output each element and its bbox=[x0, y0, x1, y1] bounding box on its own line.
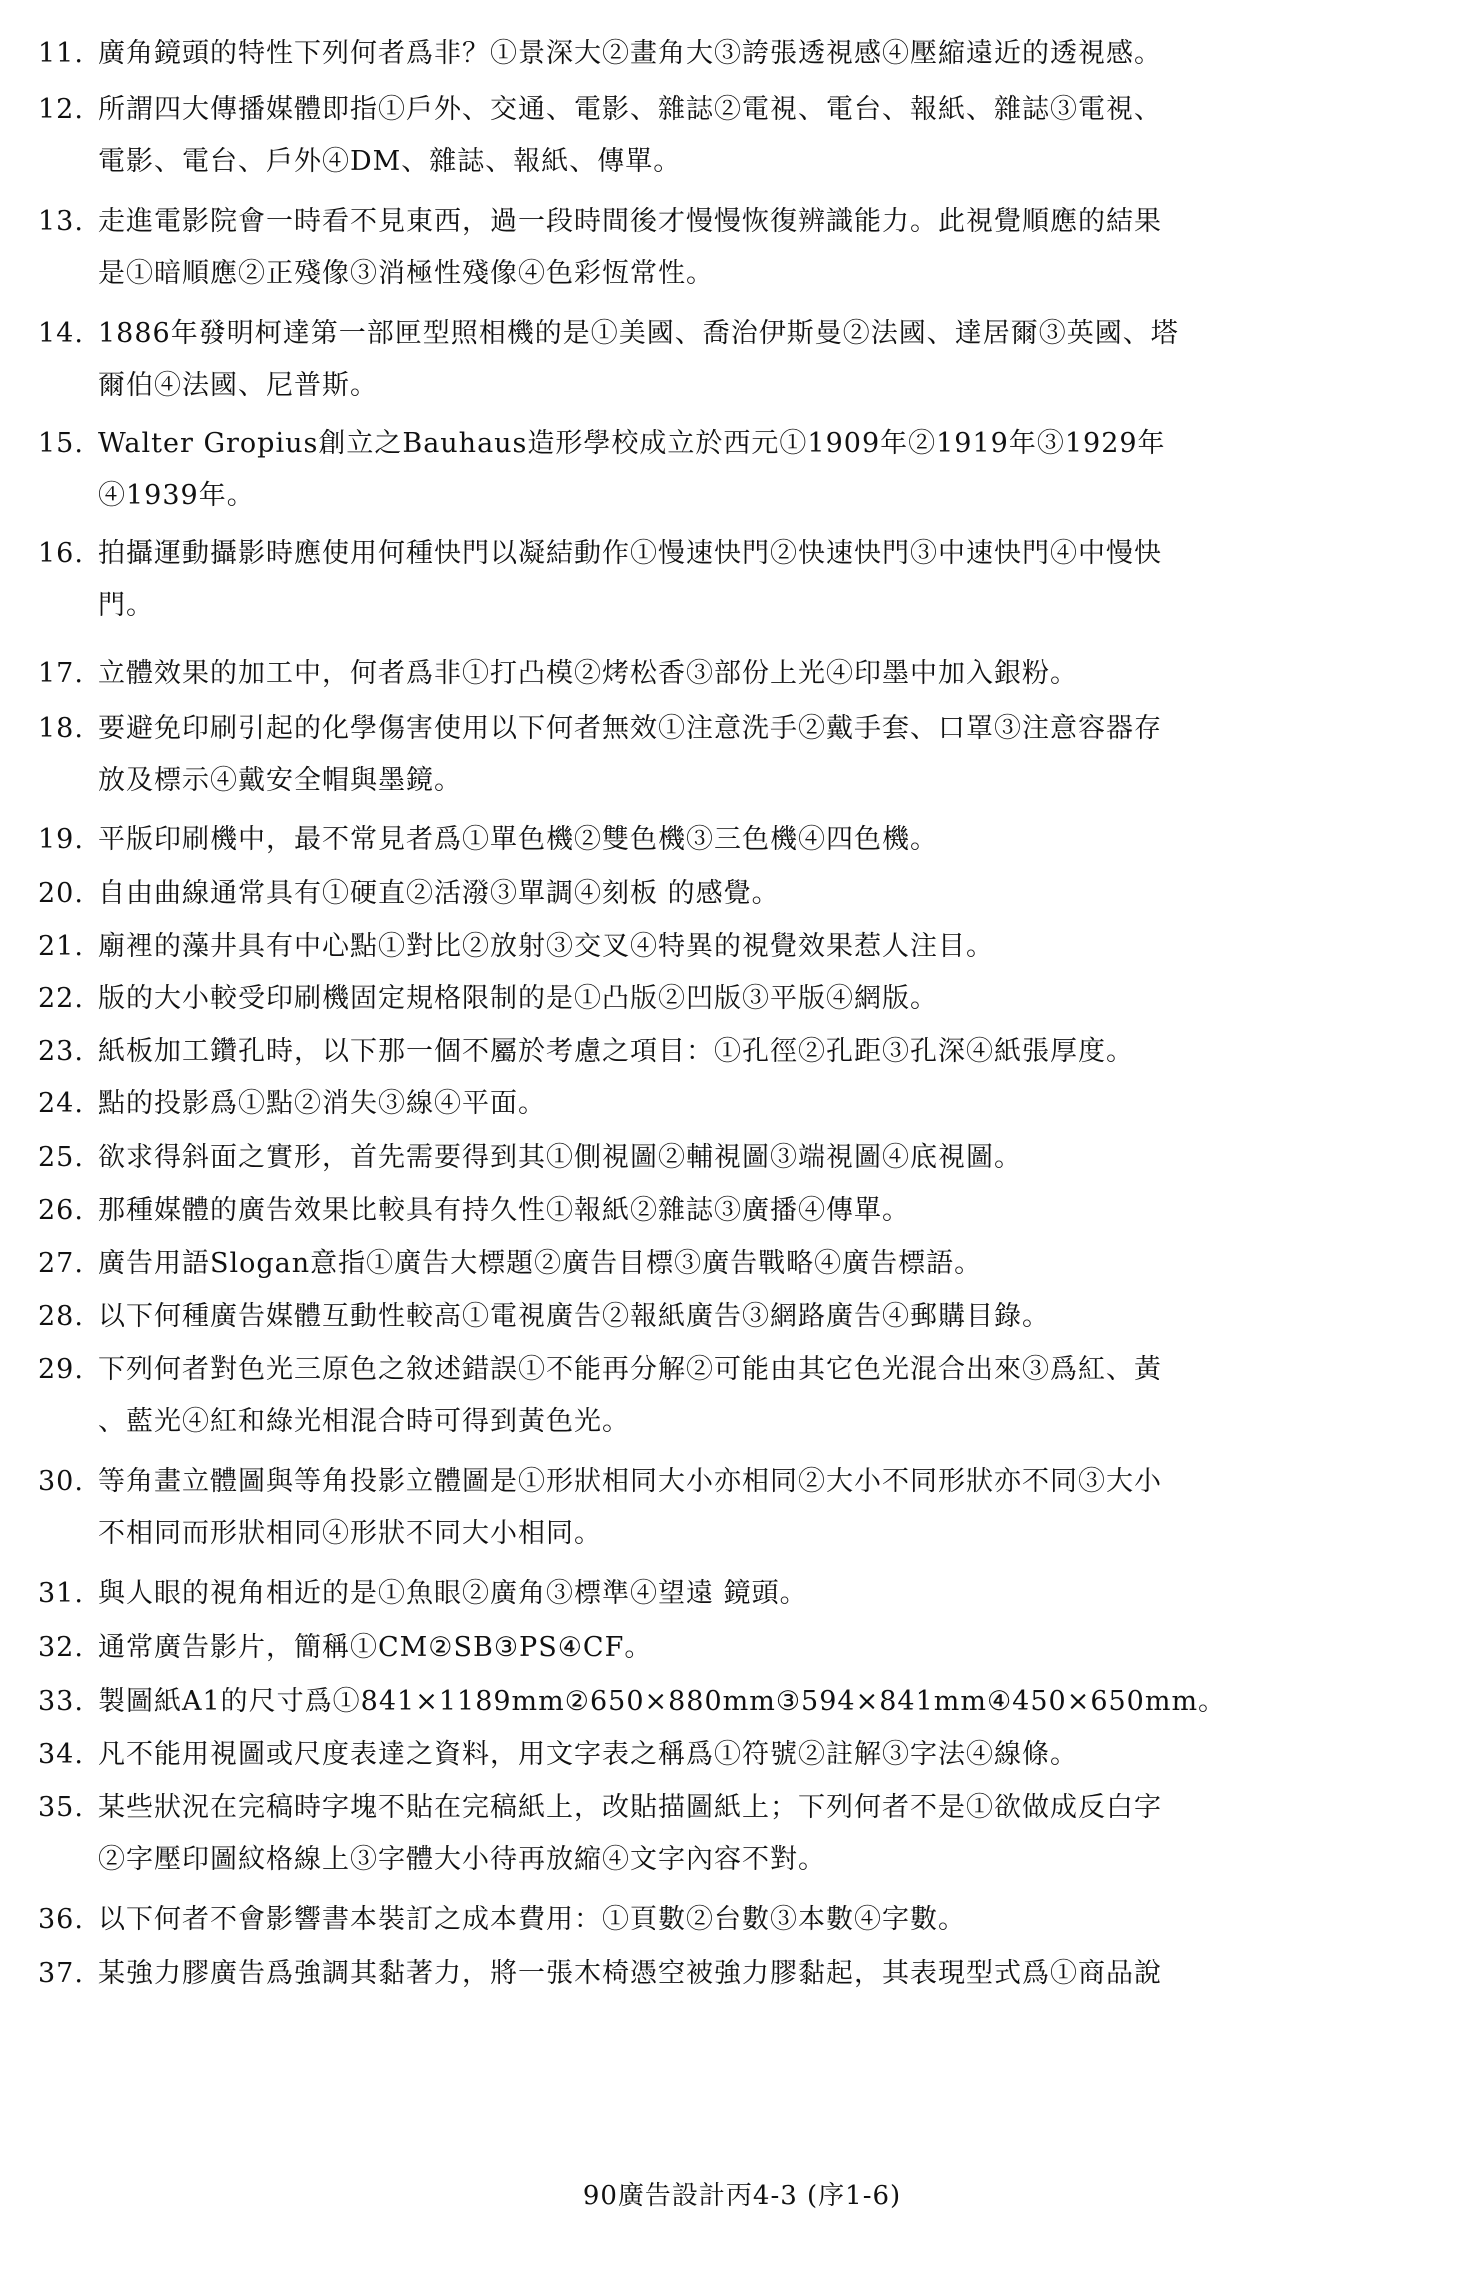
question-line bbox=[38, 260, 1438, 288]
question-line bbox=[38, 1906, 1438, 1934]
question-number: 29. bbox=[38, 1354, 84, 1385]
question-text: 凡不能用視圖或尺度表達之資料，用文字表之稱爲①符號②註解③字法④線條。 bbox=[98, 1739, 1078, 1770]
question-item bbox=[38, 933, 1438, 961]
question-line bbox=[38, 372, 1438, 400]
question-line bbox=[38, 1197, 1438, 1225]
question-number: 30. bbox=[38, 1466, 84, 1497]
question-line bbox=[38, 880, 1438, 908]
question-number: 13. bbox=[38, 206, 84, 237]
question-text: ④1939年。 bbox=[98, 480, 255, 511]
question-number: 26. bbox=[38, 1195, 84, 1226]
question-line bbox=[38, 430, 1438, 458]
question-text: 與人眼的視角相近的是①魚眼②廣角③標準④望遠 鏡頭。 bbox=[98, 1578, 808, 1609]
question-text: 立體效果的加工中，何者爲非①打凸模②烤松香③部份上光④印墨中加入銀粉。 bbox=[98, 658, 1078, 689]
question-number: 33. bbox=[38, 1686, 84, 1717]
question-number: 34. bbox=[38, 1739, 84, 1770]
question-line bbox=[38, 148, 1438, 176]
question-text: 製圖紙A1的尺寸爲①841×1189mm②650×880mm③594×841mm④450×650mm。 bbox=[98, 1686, 1227, 1717]
question-line bbox=[38, 1356, 1438, 1384]
question-item bbox=[38, 1090, 1438, 1118]
question-line bbox=[38, 1960, 1438, 1988]
question-text: 平版印刷機中，最不常見者爲①單色機②雙色機③三色機④四色機。 bbox=[98, 824, 938, 855]
question-text: 自由曲線通常具有①硬直②活潑③單調④刻板 的感覺。 bbox=[98, 878, 780, 909]
question-text: 不相同而形狀相同④形狀不同大小相同。 bbox=[98, 1518, 602, 1549]
question-number: 28. bbox=[38, 1301, 84, 1332]
question-text: 1886年發明柯達第一部匣型照相機的是①美國、喬治伊斯曼②法國、達居爾③英國、塔 bbox=[98, 318, 1179, 349]
question-item bbox=[38, 40, 1438, 68]
question-text: 點的投影爲①點②消失③線④平面。 bbox=[98, 1088, 546, 1119]
question-item bbox=[38, 715, 1438, 795]
question-item bbox=[38, 1468, 1438, 1548]
question-number: 36. bbox=[38, 1904, 84, 1935]
question-text: ②字壓印圖紋格線上③字體大小待再放縮④文字內容不對。 bbox=[98, 1844, 826, 1875]
question-text: 走進電影院會一時看不見東西，過一段時間後才慢慢恢復辨識能力。此視覺順應的結果 bbox=[98, 206, 1162, 237]
question-text: 欲求得斜面之實形，首先需要得到其①側視圖②輔視圖③端視圖④底視圖。 bbox=[98, 1142, 1022, 1173]
question-line bbox=[38, 1038, 1438, 1066]
question-text: 某強力膠廣告爲強調其黏著力，將一張木椅憑空被強力膠黏起，其表現型式爲①商品說 bbox=[98, 1958, 1162, 1989]
question-item bbox=[38, 1960, 1438, 1988]
question-text: Walter Gropius創立之Bauhaus造形學校成立於西元①1909年②1919年③1929年 bbox=[98, 428, 1166, 459]
question-line bbox=[38, 1741, 1438, 1769]
question-number: 31. bbox=[38, 1578, 84, 1609]
question-number: 19. bbox=[38, 824, 84, 855]
question-number: 25. bbox=[38, 1142, 84, 1173]
question-text: 是①暗順應②正殘像③消極性殘像④色彩恆常性。 bbox=[98, 258, 714, 289]
question-line bbox=[38, 1144, 1438, 1172]
question-text: 廣角鏡頭的特性下列何者爲非？①景深大②畫角大③誇張透視感④壓縮遠近的透視感。 bbox=[98, 38, 1162, 69]
question-line bbox=[38, 1580, 1438, 1608]
question-line bbox=[38, 1634, 1438, 1662]
question-number: 18. bbox=[38, 713, 84, 744]
question-text: 版的大小較受印刷機固定規格限制的是①凸版②凹版③平版④網版。 bbox=[98, 983, 938, 1014]
question-text: 爾伯④法國、尼普斯。 bbox=[98, 370, 378, 401]
question-number: 23. bbox=[38, 1036, 84, 1067]
question-line bbox=[38, 1408, 1438, 1436]
question-text: 要避免印刷引起的化學傷害使用以下何者無效①注意洗手②戴手套、口罩③注意容器存 bbox=[98, 713, 1162, 744]
question-item bbox=[38, 1197, 1438, 1225]
question-number: 22. bbox=[38, 983, 84, 1014]
question-line bbox=[38, 1520, 1438, 1548]
question-item bbox=[38, 1906, 1438, 1934]
question-line bbox=[38, 320, 1438, 348]
question-item bbox=[38, 660, 1438, 688]
question-item bbox=[38, 430, 1438, 510]
question-text: 通常廣告影片，簡稱①CM②SB③PS④CF。 bbox=[98, 1632, 653, 1663]
question-text: 下列何者對色光三原色之敘述錯誤①不能再分解②可能由其它色光混合出來③爲紅、黃 bbox=[98, 1354, 1162, 1385]
question-item bbox=[38, 1038, 1438, 1066]
question-text: 以下何種廣告媒體互動性較高①電視廣告②報紙廣告③網路廣告④郵購目錄。 bbox=[98, 1301, 1050, 1332]
question-line bbox=[38, 208, 1438, 236]
question-text: 等角畫立體圖與等角投影立體圖是①形狀相同大小亦相同②大小不同形狀亦不同③大小 bbox=[98, 1466, 1162, 1497]
question-number: 11. bbox=[38, 38, 84, 69]
question-number: 12. bbox=[38, 94, 84, 125]
question-line bbox=[38, 1090, 1438, 1118]
question-item bbox=[38, 880, 1438, 908]
question-line bbox=[38, 1303, 1438, 1331]
question-text: 拍攝運動攝影時應使用何種快門以凝結動作①慢速快門②快速快門③中速快門④中慢快 bbox=[98, 538, 1162, 569]
question-number: 37. bbox=[38, 1958, 84, 1989]
question-number: 32. bbox=[38, 1632, 84, 1663]
question-number: 27. bbox=[38, 1248, 84, 1279]
question-line bbox=[38, 1468, 1438, 1496]
question-line bbox=[38, 933, 1438, 961]
question-text: 以下何者不會影響書本裝訂之成本費用：①頁數②台數③本數④字數。 bbox=[98, 1904, 966, 1935]
question-text: 放及標示④戴安全帽與墨鏡。 bbox=[98, 765, 462, 796]
question-item bbox=[38, 985, 1438, 1013]
question-number: 17. bbox=[38, 658, 84, 689]
question-item bbox=[38, 1580, 1438, 1608]
question-line bbox=[38, 660, 1438, 688]
question-line bbox=[38, 826, 1438, 854]
question-item bbox=[38, 96, 1438, 176]
question-text: 電影、電台、戶外④DM、雜誌、報紙、傳單。 bbox=[98, 146, 682, 177]
question-line bbox=[38, 96, 1438, 124]
question-line bbox=[38, 715, 1438, 743]
question-item bbox=[38, 1144, 1438, 1172]
question-number: 16. bbox=[38, 538, 84, 569]
question-number: 15. bbox=[38, 428, 84, 459]
question-text: 廟裡的藻井具有中心點①對比②放射③交叉④特異的視覺效果惹人注目。 bbox=[98, 931, 994, 962]
question-item bbox=[38, 1303, 1438, 1331]
page-footer: 90廣告設計丙4-3 (序1-6) bbox=[582, 2181, 902, 2211]
question-item bbox=[38, 320, 1438, 400]
question-text: 紙板加工鑽孔時，以下那一個不屬於考慮之項目：①孔徑②孔距③孔深④紙張厚度。 bbox=[98, 1036, 1134, 1067]
question-item bbox=[38, 1794, 1438, 1874]
question-line bbox=[38, 1688, 1438, 1716]
question-text: 門。 bbox=[98, 590, 154, 621]
question-number: 35. bbox=[38, 1792, 84, 1823]
question-number: 14. bbox=[38, 318, 84, 349]
question-line bbox=[38, 540, 1438, 568]
question-line bbox=[38, 592, 1438, 620]
question-line bbox=[38, 1794, 1438, 1822]
question-line bbox=[38, 985, 1438, 1013]
question-item bbox=[38, 1356, 1438, 1436]
question-item bbox=[38, 1741, 1438, 1769]
question-item bbox=[38, 1688, 1438, 1716]
question-text: 、藍光④紅和綠光相混合時可得到黃色光。 bbox=[98, 1406, 630, 1437]
question-line bbox=[38, 1846, 1438, 1874]
question-text: 所謂四大傳播媒體即指①戶外、交通、電影、雜誌②電視、電台、報紙、雜誌③電視、 bbox=[98, 94, 1162, 125]
question-item bbox=[38, 1634, 1438, 1662]
question-item bbox=[38, 208, 1438, 288]
question-item bbox=[38, 540, 1438, 620]
question-number: 21. bbox=[38, 931, 84, 962]
question-number: 20. bbox=[38, 878, 84, 909]
question-line bbox=[38, 767, 1438, 795]
question-line bbox=[38, 482, 1438, 510]
question-item bbox=[38, 1250, 1438, 1278]
question-text: 某些狀況在完稿時字塊不貼在完稿紙上，改貼描圖紙上；下列何者不是①欲做成反白字 bbox=[98, 1792, 1162, 1823]
question-text: 那種媒體的廣告效果比較具有持久性①報紙②雜誌③廣播④傳單。 bbox=[98, 1195, 910, 1226]
question-text: 廣告用語Slogan意指①廣告大標題②廣告目標③廣告戰略④廣告標語。 bbox=[98, 1248, 983, 1279]
question-line bbox=[38, 1250, 1438, 1278]
question-line bbox=[38, 40, 1438, 68]
question-item bbox=[38, 826, 1438, 854]
question-number: 24. bbox=[38, 1088, 84, 1119]
